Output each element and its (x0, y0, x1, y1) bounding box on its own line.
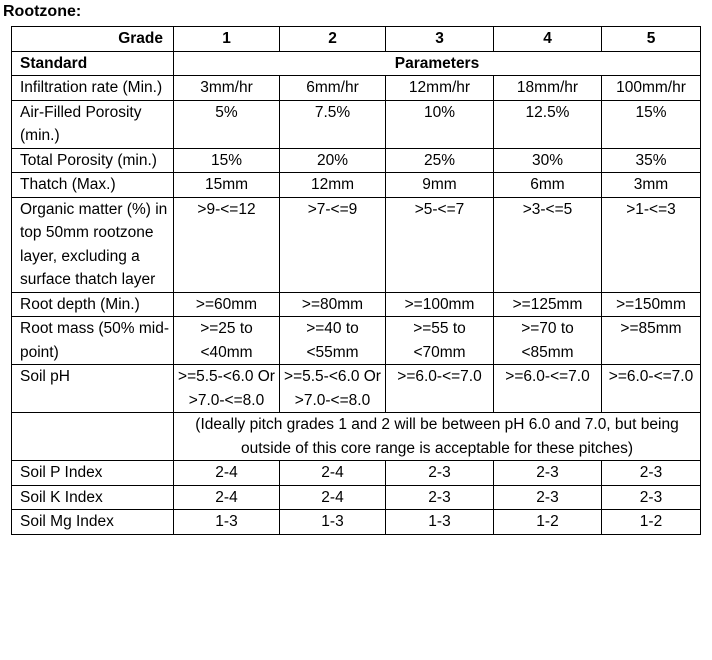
table-cell: 1-3 (280, 510, 386, 535)
table-cell: 15% (174, 148, 280, 173)
table-row (12, 148, 701, 173)
grade-2-header: 2 (280, 27, 386, 52)
row-label: Root depth (Min.) (12, 292, 174, 317)
table-cell: 25% (386, 148, 494, 173)
table-cell: 7.5% (280, 100, 386, 148)
table-cell: 20% (280, 148, 386, 173)
table-cell: >=100mm (386, 292, 494, 317)
row-label: Thatch (Max.) (12, 173, 174, 198)
grade-4-header: 4 (494, 27, 602, 52)
table-cell: 2-3 (494, 461, 602, 486)
table-cell: 1-3 (386, 510, 494, 535)
table-cell: 15% (602, 100, 701, 148)
table-cell: 15mm (174, 173, 280, 198)
table-cell: 12mm/hr (386, 76, 494, 101)
table-cell: >=6.0-<=7.0 (386, 365, 494, 413)
table-cell: 12.5% (494, 100, 602, 148)
table-cell: 2-3 (386, 485, 494, 510)
table-cell: 1-2 (494, 510, 602, 535)
table-row (12, 197, 701, 292)
table-cell: >=6.0-<=7.0 (494, 365, 602, 413)
table-cell: >=60mm (174, 292, 280, 317)
table-row (12, 292, 701, 317)
table-cell: 2-4 (174, 461, 280, 486)
ph-note: (Ideally pitch grades 1 and 2 will be between pH 6.0 and 7.0, but being outside of this core range is acceptable for these pitches) (174, 413, 701, 461)
table-cell: 3mm (602, 173, 701, 198)
row-label: Soil K Index (12, 485, 174, 510)
table-cell: 2-4 (174, 485, 280, 510)
rootzone-table (11, 26, 701, 535)
table-cell: 6mm/hr (280, 76, 386, 101)
row-label: Infiltration rate (Min.) (12, 76, 174, 101)
table-cell: >=125mm (494, 292, 602, 317)
grade-label: Grade (12, 27, 174, 52)
row-label: Root mass (50% mid-point) (12, 317, 174, 365)
table-row (12, 173, 701, 198)
table-cell: >=85mm (602, 317, 701, 365)
ph-note-row (12, 413, 701, 461)
standard-label: Standard (12, 51, 174, 76)
table-cell: 35% (602, 148, 701, 173)
table-cell: 2-3 (386, 461, 494, 486)
table-cell: >1-<=3 (602, 197, 701, 292)
table-cell: 2-3 (602, 485, 701, 510)
table-cell: >=5.5-<6.0 Or >7.0-<=8.0 (280, 365, 386, 413)
grade-header-row (12, 27, 701, 52)
table-cell: >3-<=5 (494, 197, 602, 292)
table-cell: >=25 to <40mm (174, 317, 280, 365)
table-cell: >=6.0-<=7.0 (602, 365, 701, 413)
table-cell: 2-4 (280, 461, 386, 486)
table-cell: 1-3 (174, 510, 280, 535)
row-label: Total Porosity (min.) (12, 148, 174, 173)
table-row (12, 510, 701, 535)
table-cell: 5% (174, 100, 280, 148)
grade-5-header: 5 (602, 27, 701, 52)
table-cell: 2-4 (280, 485, 386, 510)
table-cell: >=5.5-<6.0 Or >7.0-<=8.0 (174, 365, 280, 413)
table-cell: >=80mm (280, 292, 386, 317)
page-title: Rootzone: (3, 3, 82, 20)
table-cell: >=150mm (602, 292, 701, 317)
table-cell: 1-2 (602, 510, 701, 535)
table-row (12, 100, 701, 148)
table-cell: 2-3 (494, 485, 602, 510)
table-row (12, 76, 701, 101)
grade-3-header: 3 (386, 27, 494, 52)
table-cell: 2-3 (602, 461, 701, 486)
table-row (12, 461, 701, 486)
row-label: Organic matter (%) in top 50mm rootzone layer, excluding a surface thatch layer (12, 197, 174, 292)
row-label: Soil P Index (12, 461, 174, 486)
row-label: Air-Filled Porosity (min.) (12, 100, 174, 148)
table-cell: >=70 to <85mm (494, 317, 602, 365)
grade-1-header: 1 (174, 27, 280, 52)
table-cell: >9-<=12 (174, 197, 280, 292)
table-cell: >5-<=7 (386, 197, 494, 292)
table-cell: 30% (494, 148, 602, 173)
table-row (12, 317, 701, 365)
parameters-label: Parameters (174, 51, 701, 76)
table-cell: 100mm/hr (602, 76, 701, 101)
table-cell: 18mm/hr (494, 76, 602, 101)
table-cell: 6mm (494, 173, 602, 198)
standard-header-row (12, 51, 701, 76)
row-label: Soil Mg Index (12, 510, 174, 535)
table-row (12, 485, 701, 510)
table-cell: 3mm/hr (174, 76, 280, 101)
table-cell: >=40 to <55mm (280, 317, 386, 365)
table-cell: 10% (386, 100, 494, 148)
row-label: Soil pH (12, 365, 174, 413)
table-cell: >7-<=9 (280, 197, 386, 292)
table-cell: 12mm (280, 173, 386, 198)
table-row (12, 365, 701, 413)
table-cell: >=55 to <70mm (386, 317, 494, 365)
table-cell: 9mm (386, 173, 494, 198)
empty-cell (12, 413, 174, 461)
